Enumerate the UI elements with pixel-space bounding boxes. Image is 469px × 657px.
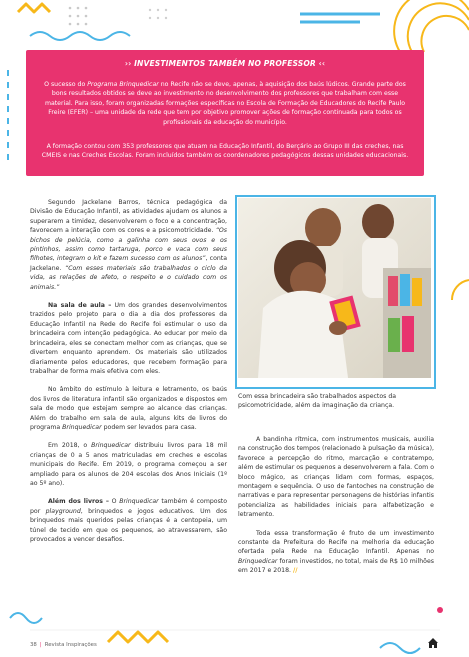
subheading-alem-dos-livros: Além dos livros – — [48, 498, 109, 506]
paragraph-2018: Em 2018, o Brinquedicar distribuiu livros para 18 mil crianças de 0 a 5 anos matriculadas em creches e escolas municipais do Recife. Em 2019, o programa começou a ser ampliado para os alunos de 204 escolas dos Anos Iniciais (1º ao 5º ano). — [30, 442, 227, 487]
right-column — [238, 435, 434, 585]
box-paragraph-1: O sucesso do Programa Brinquedicar no Recife não se deve, apenas, à aquisição dos baús lúdicos. Grande parte dos bons resultados obtidos se deve ao investimento no desenvolvimento dos professores que trabalham com esse material. Para isso, foram organizadas formações específicas no Escola de Formação de Educadores do Recife Paulo Freire (EFER) – uma unidade da rede que tem por objetivo promover ações de formação continuada para todos os profissionais da educação do município. — [44, 81, 406, 126]
photo-child-playing — [238, 198, 431, 378]
page-number: 38 — [30, 642, 37, 648]
highlight-box — [26, 50, 424, 176]
paragraph-investimento: Toda essa transformação é fruto de um investimento constante da Prefeitura do Recife na melhoria da educação ofertada pela Rede na Educação Infantil. Apenas no Brinquedicar foram investidos, no total, mais de R$ 10 milhões em 2017 e 2018. // — [238, 529, 434, 575]
footer-separator: | — [39, 642, 42, 648]
chevron-right-icon: ›› — [124, 59, 132, 68]
box-paragraph-2: A formação contou com 353 professores que atuam na Educação Infantil, do Berçário ao Grupo III das creches, nas CMEIS e nas Creches Escolas. Foram incluídos também os coordenadores pedagógicos dessas unidades educacionais. — [41, 143, 409, 160]
left-column — [30, 198, 227, 553]
photo-caption: Com essa brincadeira são trabalhados aspectos da psicomotricidade, além da imaginação da criança. — [238, 393, 397, 410]
end-mark: // — [292, 567, 298, 575]
magazine-name: Revista Inspirações — [44, 642, 97, 648]
page-footer — [30, 642, 97, 648]
paragraph-alem-dos-livros: Além dos livros – O Brinquedicar também é composto por playground, brinquedos e jogos educativos. Um dos brinquedos mais queridos pelas crianças é a centopeia, um túnel de tecido em que os pequenos, ao atravessarem, são provocados a vencer desafios. — [30, 498, 228, 543]
subheading-sala-de-aula: Na sala de aula – — [48, 302, 112, 310]
box-title-text: INVESTIMENTOS TAMBÉM NO PROFESSOR — [134, 59, 316, 68]
paragraph-sala-de-aula: Na sala de aula – Um dos grandes desenvolvimentos trazidos pelo projeto para o dia a dia dos professores da Educação Infantil na Rede do Recife foi estimular o uso da brincadeira com intenção pedagógica. Ao educar por meio da brincadeira, eles se conectam melhor com as crianças, que se divertem enquanto aprendem. Os materiais são utilizados diariamente pelos educadores, que recebem formação para trabalhar de forma mais efetiva com eles. — [30, 302, 227, 375]
chevron-left-icon: ‹‹ — [318, 59, 326, 68]
highlight-box-title — [26, 59, 424, 68]
paragraph-bandinha: A bandinha rítmica, com instrumentos musicais, auxilia na construção dos tempos (relacionado à pulsação da música), favorece a percepção do ritmo, marcação e contratempo, além de estimular os pequenos a desenvolverem a fala. Com o bloco mágico, as crianças lidam com formas, espaços, montagem e sequência. O uso de fantoches na construção de narrativas e para representar personagens de histórias infantis potencializa as habilidades iniciais para alfabetização e letramento. — [238, 436, 434, 519]
paragraph-leitura: No âmbito do estímulo à leitura e letramento, os baús dos livros de literatura infantil são organizados e dispostos em sala de modo que estejam sempre ao alcance das crianças. Além do trabalho em sala de aula, alguns kits de livros do programa Brinquedicar podem ser levados para casa. — [30, 386, 227, 431]
paragraph-jackelane: Segundo Jackelane Barros, técnica pedagógica da Divisão de Educação Infantil, as atividades ajudam os alunos a superarem a timidez, desenvolverem o foco e a concentração, favorecem a interação com os cores e a psicomotricidade. “Os bichos de pelúcia, como a galinha com seus ovos e os pintinhos, assim como tartaruga, porco e vaca com seus filhotes, integram o kit e fazem sucesso com os alunos”, conta Jackelane. “Com esses materiais são trabalhados o ciclo da vida, as relações de afeto, o respeito e o cuidado com os animais.” — [30, 199, 228, 291]
home-icon[interactable] — [427, 637, 439, 649]
